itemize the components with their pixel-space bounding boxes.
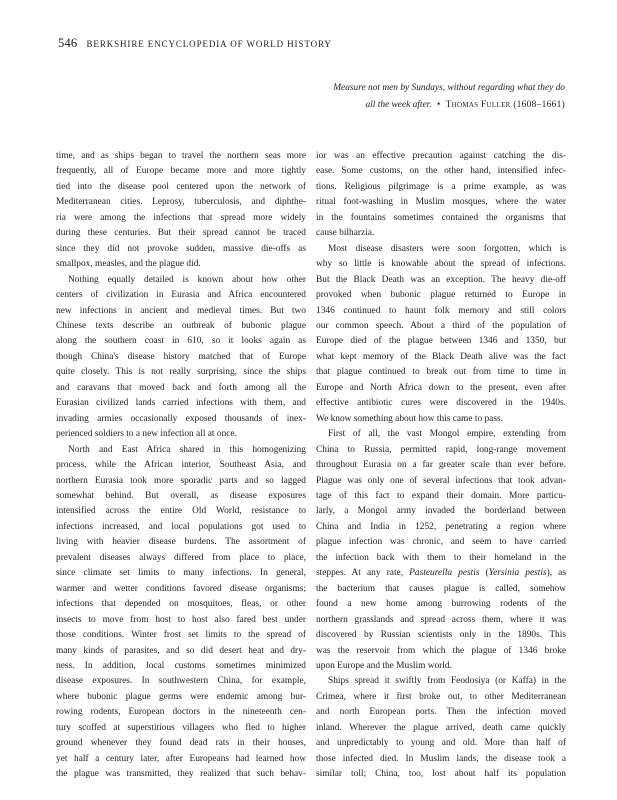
text-line: infections that depended on mosquitoes, fleas, or other xyxy=(56,599,306,610)
text-line: Chinese texts describe an outbreak of bubonic plague xyxy=(56,320,306,331)
epigraph-line-1: Measure not men by Sundays, without regarding what they do xyxy=(333,83,565,93)
text-line: But the Black Death was an exception. The heavy die-off xyxy=(316,274,566,285)
text-line: those conditions. Winter frost set limits to the spread of xyxy=(56,630,306,641)
text-line xyxy=(316,566,566,581)
text-line: where bubonic plague germs were endemic among bur- xyxy=(56,691,306,702)
text-line: and caravans that moved back and forth among all the xyxy=(56,382,306,393)
epigraph-separator: • xyxy=(436,100,441,110)
text-line: provoked when bubonic plague returned to Europe in xyxy=(316,290,566,301)
text-line: Plague was only one of several infections that took advan- xyxy=(316,475,566,486)
line-text: ), as xyxy=(546,568,566,579)
text-line: upon Europe and the Muslim world. xyxy=(316,660,452,671)
text-line: the infection back with them to their homeland in the xyxy=(316,552,566,563)
text-line: First of all, the vast Mongol empire, extending from xyxy=(328,429,566,440)
text-line: time, and as ships began to travel the northern seas more xyxy=(56,151,306,161)
text-line: found a new home among burrowing rodents of the xyxy=(316,599,566,610)
text-line: and north European ports. Then the infection moved xyxy=(316,707,566,718)
text-line: though China's disease history matched that of Europe xyxy=(56,351,306,362)
text-line: Ships spread it swiftly from Feodosiya (or Kaffa) in the xyxy=(328,676,566,687)
text-line: Most disease disasters were soon forgotten, which is xyxy=(328,243,566,254)
text-line: tage of this fact to expand their domain. More particu- xyxy=(316,490,566,501)
text-line: warmer and wetter conditions favored disease organisms; xyxy=(56,583,306,594)
text-line: invading armies occasionally exposed thousands of inex- xyxy=(56,413,306,424)
text-line: why so little is knowable about the spread of infections. xyxy=(316,259,566,270)
text-line: China to Russia, permitted rapid, long-range movement xyxy=(316,444,566,455)
epigraph xyxy=(220,80,565,114)
text-line: since climate set limits to many infections. In general, xyxy=(56,568,306,579)
text-line: that plague continued to break out from time to time in xyxy=(316,367,566,378)
text-line: ria were among the infections that spread more widely xyxy=(56,212,306,223)
line-text: ( xyxy=(479,568,489,579)
text-line: Eurasian civilized lands carried infections with them, and xyxy=(56,398,306,409)
running-header xyxy=(58,36,578,51)
text-line: prevalent diseases always differed from place to place, xyxy=(56,552,306,563)
epigraph-line-2: all the week after. xyxy=(365,100,432,110)
text-line: those infected died. In Muslim lands, the disease took a xyxy=(316,753,566,764)
text-line: insects to move from host to host also fared best under xyxy=(56,614,306,625)
text-line: somewhat behind. But overall, as disease exposures xyxy=(56,490,306,501)
text-line: what kept memory of the Black Death alive was the fact xyxy=(316,351,566,362)
text-line: infections increased, and local populations got used to xyxy=(56,521,306,532)
text-line: perienced soldiers to a new infection all at once. xyxy=(56,429,237,440)
text-line: 1346 continued to haunt folk memory and still colors xyxy=(316,305,566,316)
text-line: centers of civilization in Eurasia and Africa encountered xyxy=(56,290,306,301)
running-title: BERKSHIRE ENCYCLOPEDIA OF WORLD HISTORY xyxy=(86,39,332,49)
text-line: and unpredictably to young and old. More than half of xyxy=(316,738,566,749)
text-line: disease exposures. In southwestern China, for example, xyxy=(56,676,306,687)
text-line: our common speech. About a third of the population of xyxy=(316,320,566,331)
text-line: tury scoffed at superstitious villagers who fled to higher xyxy=(56,722,306,733)
text-line: in the fountains sometimes contained the organisms that xyxy=(316,212,566,223)
text-line: tied into the disease pool centered upon the network of xyxy=(56,181,306,192)
text-line: since they did not provoke sudden, massive die-offs as xyxy=(56,243,306,254)
species-name: Pasteurella pestis xyxy=(409,568,480,579)
text-line: ritual foot-washing in Muslim mosques, where the water xyxy=(316,197,566,208)
epigraph-author: Thomas Fuller (1608–1661) xyxy=(445,100,565,110)
text-line: discovered by Russian scientists only in the 1890s. This xyxy=(316,630,566,641)
text-line: Europe died of the plague between 1346 and 1350, but xyxy=(316,336,566,347)
text-line: living with heavier disease burdens. The assortment of xyxy=(56,537,306,548)
text-line: North and East Africa shared in this homogenizing xyxy=(68,444,306,455)
text-line: rowing rodents, European doctors in the nineteenth cen- xyxy=(56,707,306,718)
text-line: effective antibiotic cures were discovered in the 1940s. xyxy=(316,398,566,409)
text-line: tions. Religious pilgrimage is a prime example, as was xyxy=(316,181,566,192)
species-name: Yersinia pestis xyxy=(488,568,547,579)
text-line: process, while the African interior, Southeast Asia, and xyxy=(56,460,306,471)
text-line: Europe and North Africa down to the present, even after xyxy=(316,382,566,393)
text-line: during these centuries. But their spread cannot be traced xyxy=(56,228,306,239)
text-line: Crimea, where it first broke out, to other Mediterranean xyxy=(316,691,566,702)
text-line: throughout Eurasia on a far greater scale than ever before. xyxy=(316,460,566,471)
text-line: ease. Some customs, on the other hand, intensified infec- xyxy=(316,166,566,177)
text-line: similar toll; China, too, lost about half its population xyxy=(316,769,566,780)
text-line: plague infection was chronic, and seem to have carried xyxy=(316,537,566,548)
text-line: yet half a century later, after Europeans had learned how xyxy=(56,753,306,764)
text-line: frequently, all of Europe became more and more tightly xyxy=(56,166,306,177)
text-line: China and India in 1252, penetrating a region where xyxy=(316,521,566,532)
text-line: inland. Wherever the plague arrived, death came quickly xyxy=(316,722,566,733)
text-line: the bacterium that causes plague is called, somehow xyxy=(316,583,566,594)
text-line: northern grasslands and spread across them, where it was xyxy=(316,614,566,625)
text-line: quite closely. This is not really surprising, since the ships xyxy=(56,367,306,378)
text-line: larly, a Mongol army invaded the borderland between xyxy=(316,506,566,517)
epigraph-line-2-wrap xyxy=(220,97,565,114)
right-column xyxy=(316,149,566,783)
text-line: We know something about how this came to pass. xyxy=(316,413,503,424)
text-line: ior was an effective precaution against catching the dis- xyxy=(316,151,566,161)
text-line: cause bilharzia. xyxy=(316,228,375,239)
left-column xyxy=(56,149,306,783)
text-line: smallpox, measles, and the plague did. xyxy=(56,259,201,270)
page-number: 546 xyxy=(58,36,78,50)
text-line: intensified across the entire Old World, resistance to xyxy=(56,506,306,517)
text-line: along the southern coast in 610, so it looks again as xyxy=(56,336,306,347)
text-line: Nothing equally detailed is known about how other xyxy=(68,274,306,285)
text-line: the plague was transmitted, they realized that such behav- xyxy=(56,769,306,780)
text-line: many kinds of parasites, and so did desert heat and dry- xyxy=(56,645,306,656)
text-line: ness. In addition, local customs sometimes minimized xyxy=(56,660,306,671)
text-line: Mediterranean cities. Leprosy, tuberculosis, and diphthe- xyxy=(56,197,306,208)
line-text: steppes. At any rate, xyxy=(316,568,410,579)
text-line: new infections in ancient and medieval times. But two xyxy=(56,305,306,316)
text-line: was the reservoir from which the plague of 1346 broke xyxy=(316,645,566,656)
text-line: northern Eurasia took more sporadic parts and so lagged xyxy=(56,475,306,486)
text-line: ground whenever they found dead rats in their houses, xyxy=(56,738,306,749)
